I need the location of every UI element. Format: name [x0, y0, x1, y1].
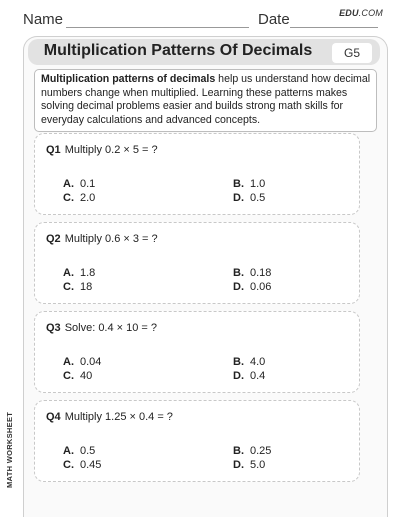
option-value: 0.25 [250, 445, 272, 457]
option-b[interactable] [233, 356, 265, 368]
option-value: 0.1 [80, 178, 96, 190]
option-letter: D. [233, 281, 244, 293]
option-value: 0.04 [80, 356, 102, 368]
option-value: 5.0 [250, 459, 266, 471]
grade-badge: G5 [332, 43, 372, 63]
option-value: 18 [80, 281, 93, 293]
question-number: Q2 [46, 233, 61, 245]
option-a[interactable] [63, 178, 95, 190]
date-line[interactable] [290, 27, 378, 28]
brand-logo [339, 8, 383, 18]
name-label: Name [23, 11, 64, 28]
question-text [46, 233, 158, 245]
option-value: 0.4 [250, 370, 266, 382]
question-card [34, 133, 360, 215]
intro-box [34, 69, 377, 132]
question-text [46, 144, 158, 156]
option-letter: C. [63, 459, 74, 471]
option-value: 4.0 [250, 356, 266, 368]
option-letter: B. [233, 445, 244, 457]
question-prompt: Solve: 0.4 × 10 = ? [64, 322, 158, 334]
option-d[interactable] [233, 370, 265, 382]
option-c[interactable] [63, 459, 101, 471]
question-card [34, 222, 360, 304]
option-value: 1.8 [80, 267, 96, 279]
question-card [34, 400, 360, 482]
option-value: 0.18 [250, 267, 272, 279]
option-d[interactable] [233, 192, 265, 204]
intro-text: help us understand how decimal numbers change when multiplied. Learning these patterns makes solving decimal problems easier and builds strong math skills for everyday calculations and advanced concepts. [41, 73, 371, 126]
brand-main: EDU [339, 8, 359, 18]
question-card [34, 311, 360, 393]
option-letter: B. [233, 356, 244, 368]
question-text [46, 322, 157, 334]
option-c[interactable] [63, 192, 95, 204]
option-letter: A. [63, 445, 74, 457]
option-b[interactable] [233, 267, 271, 279]
option-letter: D. [233, 370, 244, 382]
option-letter: A. [63, 356, 74, 368]
intro-bold: Multiplication patterns of decimals [41, 73, 216, 85]
option-a[interactable] [63, 267, 95, 279]
option-d[interactable] [233, 459, 265, 471]
option-b[interactable] [233, 178, 265, 190]
side-label: MATH WORKSHEET [5, 411, 14, 488]
name-line[interactable] [66, 27, 249, 28]
worksheet-header [0, 0, 400, 36]
option-letter: B. [233, 267, 244, 279]
question-prompt: Multiply 0.6 × 3 = ? [64, 233, 158, 245]
option-letter: C. [63, 281, 74, 293]
option-value: 0.5 [80, 445, 96, 457]
question-text [46, 411, 173, 423]
option-letter: B. [233, 178, 244, 190]
question-prompt: Multiply 1.25 × 0.4 = ? [64, 411, 173, 423]
brand-suffix: .COM [358, 8, 383, 18]
option-a[interactable] [63, 445, 95, 457]
option-value: 1.0 [250, 178, 266, 190]
date-label: Date [258, 11, 290, 28]
option-letter: A. [63, 267, 74, 279]
option-value: 40 [80, 370, 93, 382]
option-c[interactable] [63, 370, 92, 382]
option-value: 0.45 [80, 459, 102, 471]
option-d[interactable] [233, 281, 271, 293]
question-number: Q4 [46, 411, 61, 423]
option-letter: D. [233, 192, 244, 204]
question-prompt: Multiply 0.2 × 5 = ? [64, 144, 158, 156]
option-value: 2.0 [80, 192, 96, 204]
option-value: 0.5 [250, 192, 266, 204]
option-b[interactable] [233, 445, 271, 457]
option-letter: A. [63, 178, 74, 190]
question-number: Q3 [46, 322, 61, 334]
option-value: 0.06 [250, 281, 272, 293]
option-letter: C. [63, 192, 74, 204]
question-number: Q1 [46, 144, 61, 156]
option-a[interactable] [63, 356, 101, 368]
worksheet-title: Multiplication Patterns Of Decimals [43, 42, 313, 59]
option-letter: D. [233, 459, 244, 471]
option-c[interactable] [63, 281, 92, 293]
option-letter: C. [63, 370, 74, 382]
